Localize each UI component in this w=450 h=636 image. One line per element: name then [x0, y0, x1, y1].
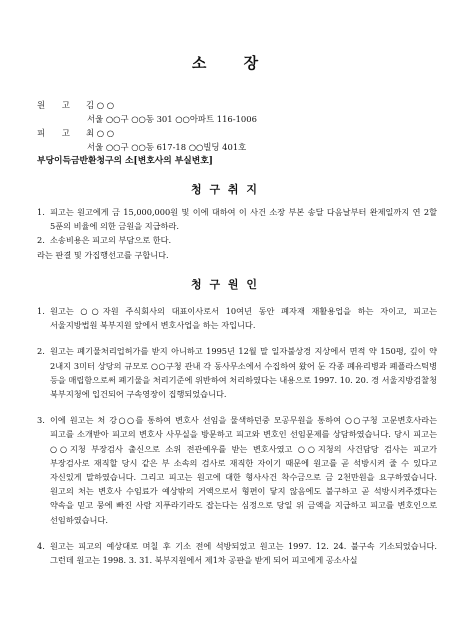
cause-item-number: 1. — [37, 306, 45, 316]
cause-item — [37, 539, 437, 567]
claim-item-number: 1. — [37, 207, 45, 217]
plaintiff-block — [37, 98, 437, 126]
claim-item-text: 소송비용은 피고의 부담으로 한다. — [50, 235, 172, 246]
claim-body — [37, 205, 437, 262]
plaintiff-role: 원 고 — [37, 100, 70, 110]
cause-body — [37, 304, 437, 567]
cause-item-text: 원고는 ○○자원 주식회사의 대표이사로서 10여년 동안 폐자재 재활용업을 하는 자이고, 피고는 서울지방법원 북부지원 앞에서 변호사업을 하는 자입니다. — [50, 306, 437, 331]
defendant-address: 서울 ○○구 ○○동 617-18 ○○빌딩 401호 — [87, 142, 247, 152]
case-title: 부당이득금반환청구의 소[변호사의 부실변호] — [37, 156, 213, 166]
cause-item — [37, 413, 437, 527]
cause-item-text: 원고는 폐기물처리업허가를 받지 아니하고 1995년 12월 말 일자불상경 지상에서 면적 약 150평, 깊이 약 2내지 3미터 상당의 규모로 ○○구청 관내 각 동사무소에서 수집하여 왔어 둔 각종 폐유리병과 폐플라스틱병 등을 매립함으로써 폐기물을 처리기준에 위반하여 처리하였다는 내용으로 1997. 10. 20. 경 서울지방검찰청 북부지청에 입건되어 구속영장이 집행되었습니다. — [50, 346, 437, 400]
claim-item-text: 피고는 원고에게 금 15,000,000원 및 이에 대하여 이 사건 소장 부본 송달 다음날부터 완제일까지 연 2할 5푼의 비율에 의한 금원을 지급하라. — [50, 207, 437, 232]
document-title: 소 장 — [191, 54, 259, 72]
defendant-name: 최 ○ ○ — [86, 128, 115, 138]
cause-item — [37, 344, 437, 401]
cause-item — [37, 304, 437, 332]
cause-item-number: 2. — [37, 346, 45, 357]
claim-closing: 라는 판결 및 가집행선고를 구합니다. — [37, 249, 169, 260]
cause-item-number: 4. — [37, 540, 45, 551]
cause-item-text: 이에 원고는 처 강○○를 통하여 변호사 선임을 물색하던중 모공무원을 통하여 ○○구청 고문변호사라는 피고를 소개받아 피고의 변호사 사무실을 방문하고 피고와 변호인 선임문제를 상담하였습니다. 당시 피고는 ○○지청 부장검사 출신으로 소위 전관예우를 받는 변호사였고 ○○지청의 사건담당 검사는 피고가 부장검사로 재직할 당시 같은 부 소속의 검사로 재직한 자이기 때문에 원고를 곧 석방시켜 줄 수 있다고 자신있게 말하였습니다. 그리고 피고는 원고에 대한 형사사건 착수금으로 금 2천만원을 요구하였습니다. 원고의 처는 변호사 수임료가 예상밖의 거액으로서 형편이 닿지 않음에도 불구하고 곧 석방시켜주겠다는 약속을 믿고 뭉에 빠진 사람 지푸라기라도 잡는다는 심정으로 당일 위 금액을 지급하고 피고를 변호인으로 선임하였습니다. — [50, 415, 437, 525]
claim-item — [37, 233, 437, 247]
claim-item — [37, 205, 437, 233]
cause-item-text: 원고는 피고의 예상대로 며칠 후 기소 전에 석방되었고 원고는 1997. 12. 24. 불구속 기소되었습니다. 그런데 원고는 1998. 3. 31. 북부지원에서 제1차 공판을 받게 되어 피고에게 공소사실 — [50, 540, 437, 566]
defendant-block — [37, 126, 437, 154]
claim-heading: 청 구 취 지 — [191, 183, 259, 196]
defendant-role: 피 고 — [37, 128, 70, 138]
plaintiff-name: 김 ○ ○ — [86, 100, 115, 110]
plaintiff-address: 서울 ○○구 ○○동 301 ○○아파트 116-1006 — [87, 114, 257, 124]
cause-item-number: 3. — [37, 415, 45, 426]
claim-item-number: 2. — [37, 235, 45, 246]
cause-heading: 청 구 원 인 — [191, 278, 259, 291]
